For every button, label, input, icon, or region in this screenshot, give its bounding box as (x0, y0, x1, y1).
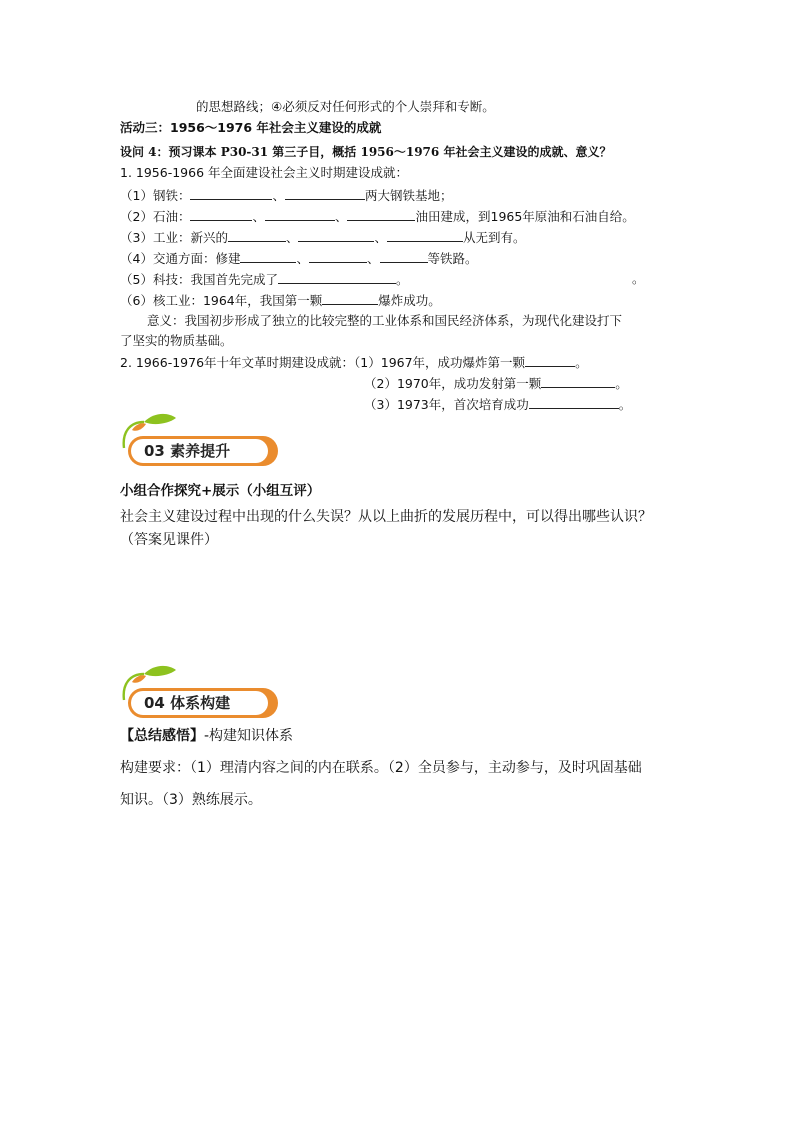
blank-field[interactable] (309, 250, 367, 263)
item2-title (120, 354, 588, 371)
separator: 、 (252, 209, 265, 224)
tech-prefix: （5）科技：我国首先完成了 (120, 272, 278, 287)
separator: 、 (296, 251, 309, 266)
item1-title: 1. 1956-1966 年全面建设社会主义时期建设成就： (120, 165, 409, 180)
item2-b-line (364, 375, 628, 392)
steel-line (120, 187, 452, 204)
nuclear-suffix: 爆炸成功。 (378, 293, 441, 308)
badge-label: 04 体系构建 (144, 694, 231, 712)
transport-line (120, 250, 478, 267)
item2-c-line (364, 396, 631, 413)
answer-note: （答案见课件） (120, 532, 218, 548)
item2-b-prefix: （2）1970年，成功发射第一颗 (364, 376, 542, 391)
transport-suffix: 等铁路。 (427, 251, 478, 266)
blank-field[interactable] (347, 208, 415, 221)
industry-line (120, 229, 526, 246)
blank-field[interactable] (525, 354, 575, 367)
item2-a-suffix: 。 (575, 355, 588, 370)
summary-title-rest: -构建知识体系 (204, 728, 294, 744)
tech-trailing-mark: 。 (632, 271, 645, 286)
blank-field[interactable] (190, 208, 252, 221)
blank-field[interactable] (322, 292, 378, 305)
separator: 、 (334, 209, 348, 224)
badge-label: 03 素养提升 (144, 442, 231, 460)
steel-suffix: 两大钢铁基地； (364, 188, 453, 203)
separator: 、 (272, 188, 285, 203)
oil-suffix: 油田建成，到1965年原油和石油自给。 (415, 209, 635, 224)
meaning-line-1: 意义：我国初步形成了独立的比较完整的工业体系和国民经济体系，为现代化建设打下 (147, 313, 623, 328)
section-badge-03 (118, 410, 288, 470)
blank-field[interactable] (541, 375, 615, 388)
blank-field[interactable] (387, 229, 463, 242)
separator: 、 (285, 230, 299, 245)
blank-field[interactable] (190, 187, 272, 200)
requirement-line-1: 构建要求：（1）理清内容之间的内在联系。（2）全员参与，主动参与，及时巩固基础 (120, 760, 642, 776)
oil-line (120, 208, 635, 225)
tech-line (120, 271, 408, 288)
blank-field[interactable] (285, 187, 365, 200)
summary-title-bold: 【总结感悟】 (120, 728, 204, 744)
section-badge-04 (118, 662, 288, 722)
blank-field[interactable] (380, 250, 428, 263)
group-activity-title: 小组合作探究+展示（小组互评） (120, 483, 321, 499)
oil-prefix: （2）石油： (120, 209, 191, 224)
blank-field[interactable] (278, 271, 396, 284)
blank-field[interactable] (265, 208, 335, 221)
item2-b-suffix: 。 (615, 376, 628, 391)
blank-field[interactable] (298, 229, 374, 242)
separator: 、 (374, 230, 387, 245)
blank-field[interactable] (240, 250, 296, 263)
item2-c-suffix: 。 (618, 397, 632, 412)
nuclear-prefix: （6）核工业：1964年，我国第一颗 (120, 293, 323, 308)
summary-title (120, 726, 293, 746)
activity-title: 活动三：1956～1976 年社会主义建设的成就 (120, 120, 382, 135)
nuclear-line (120, 292, 441, 309)
industry-suffix: 从无到有。 (463, 230, 526, 245)
question-title: 设问 4：预习课本 P30-31 第三子目，概括 1956～1976 年社会主义建设的成就、意义？ (120, 145, 612, 159)
transport-prefix: （4）交通方面：修建 (120, 251, 241, 266)
industry-prefix: （3）工业：新兴的 (120, 230, 228, 245)
item2-c-prefix: （3）1973年，首次培育成功 (364, 397, 529, 412)
item2-title-text: 2. 1966-1976年十年文革时期建设成就： (120, 355, 355, 370)
separator: 、 (366, 251, 380, 266)
blank-field[interactable] (529, 396, 619, 409)
text-line: 的思想路线；④必须反对任何形式的个人崇拜和专断。 (196, 99, 495, 114)
tech-suffix: 。 (395, 272, 409, 287)
steel-prefix: （1）钢铁： (120, 188, 191, 203)
group-question: 社会主义建设过程中出现的什么失误？从以上曲折的发展历程中，可以得出哪些认识？ (120, 509, 652, 525)
blank-field[interactable] (228, 229, 286, 242)
requirement-line-2: 知识。（3）熟练展示。 (120, 792, 262, 808)
meaning-line-2: 了坚实的物质基础。 (120, 333, 233, 348)
item2-a-prefix: （1）1967年，成功爆炸第一颗 (354, 355, 526, 370)
